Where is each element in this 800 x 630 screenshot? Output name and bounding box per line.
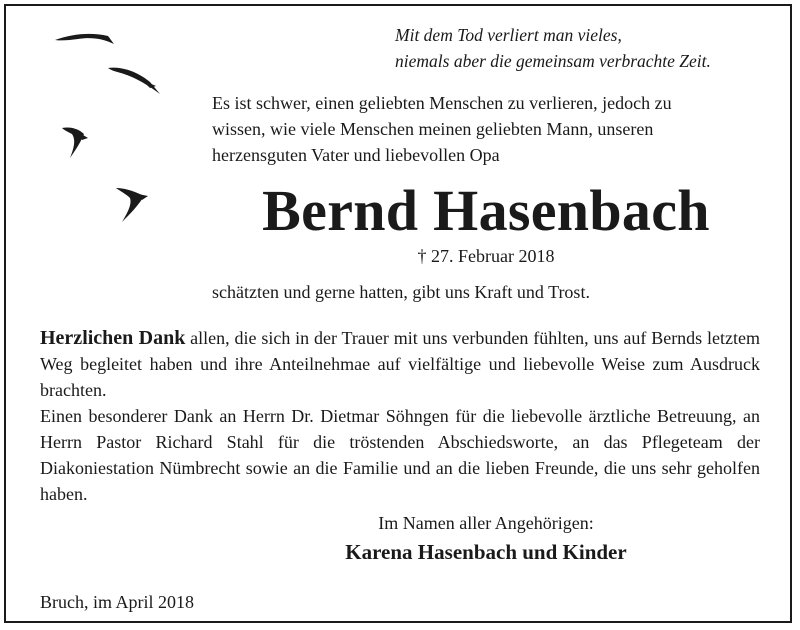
quote-line: niemals aber die gemeinsam verbrachte Zeit. — [395, 51, 711, 71]
quote-line: Mit dem Tod verliert man vieles, — [395, 25, 622, 45]
place-date: Bruch, im April 2018 — [40, 592, 194, 612]
thanks-paragraph — [40, 325, 760, 403]
intro-text — [212, 90, 772, 168]
thanks-text: allen, die sich in der Trauer mit uns verbunden fühlten, uns auf Bernds letztem Weg begleitet haben und ihre Anteilnehmae auf vielfältige und liebevolle Weise zum Ausdruck brachten. — [40, 328, 761, 400]
memorial-quote — [395, 22, 785, 74]
continuation-text: schätzten und gerne hatten, gibt uns Kraft und Trost. — [212, 282, 590, 302]
signature-names: Karena Hasenbach und Kinder — [345, 540, 627, 564]
deceased-name: Bernd Hasenbach — [262, 178, 710, 243]
death-date: † 27. Februar 2018 — [417, 246, 555, 266]
intro-line: herzensguten Vater und liebevollen Opa — [212, 145, 500, 165]
intro-line: Es ist schwer, einen geliebten Menschen zu verlieren, jedoch zu — [212, 93, 672, 113]
thanks-heading: Herzlichen Dank — [40, 327, 186, 349]
intro-line: wissen, wie viele Menschen meinen geliebten Mann, unseren — [212, 119, 654, 139]
signature-intro: Im Namen aller Angehörigen: — [378, 513, 594, 533]
thanks-section — [40, 325, 760, 507]
special-thanks-paragraph: Einen besonderer Dank an Herrn Dr. Dietmar Söhngen für die liebevolle ärztliche Betreuung, an Herrn Pastor Richard Stahl für die tröstenden Abschiedsworte, an das Pflegeteam der Diakoniestation Nümbrecht sowie an die Familie und an die lieben Freunde, die uns sehr geholfen haben. — [40, 406, 760, 504]
